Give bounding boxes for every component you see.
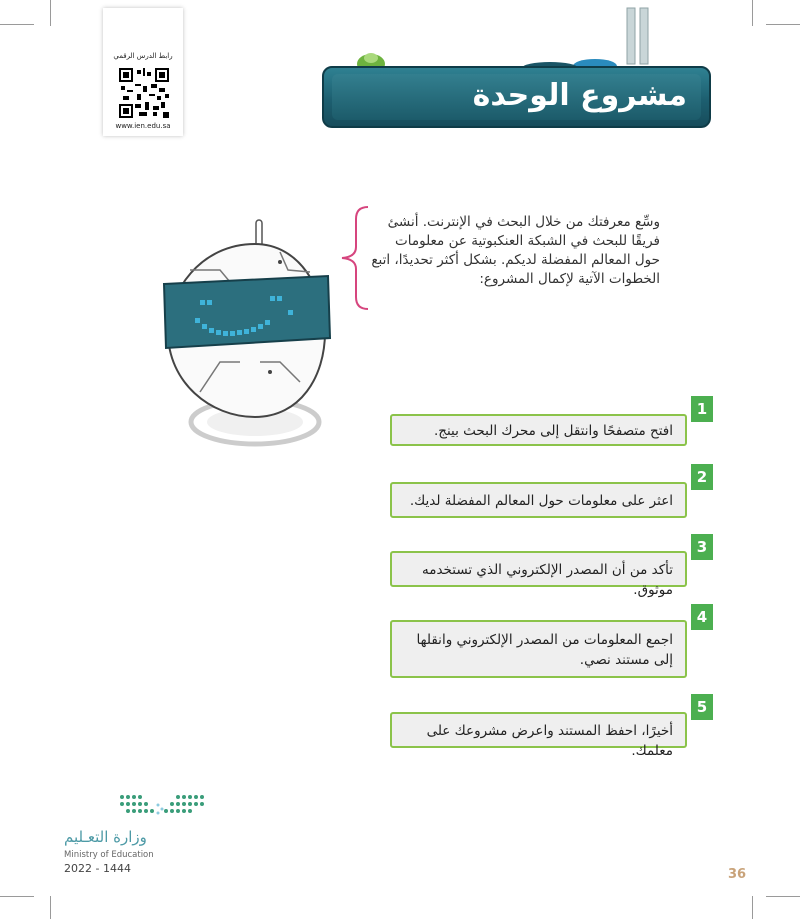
crop-mark bbox=[766, 24, 800, 25]
digital-lesson-card[interactable] bbox=[103, 8, 183, 136]
step-card bbox=[390, 620, 687, 678]
step-card bbox=[390, 482, 687, 518]
qr-code-icon[interactable] bbox=[119, 68, 169, 118]
intro-paragraph: وسِّع معرفتك من خلال البحث في الإنترنت. أنشئ فريقًا للبحث في الشبكة العنكبوتية عن معلومات حول المعالم المفضلة لديكم. بشكل أكثر تحديدًا، اتبع الخطوات الآتية لإكمال المشروع: bbox=[371, 214, 660, 287]
page-title: مشروع الوحدة bbox=[472, 78, 687, 113]
qr-url: www.ien.edu.sa bbox=[115, 122, 171, 130]
brace-icon bbox=[338, 205, 372, 311]
step-text: أخيرًا، احفظ المستند واعرض مشروعك على معلمك. bbox=[426, 723, 673, 759]
crop-mark bbox=[766, 896, 800, 897]
crop-mark bbox=[0, 896, 34, 897]
ministry-name-english: Ministry of Education bbox=[64, 850, 154, 860]
robot-illustration bbox=[160, 212, 340, 462]
crop-mark bbox=[0, 24, 34, 25]
step-number-badge: 1 bbox=[691, 396, 713, 422]
step-text: اجمع المعلومات من المصدر الإلكتروني وانقلها إلى مستند نصي. bbox=[416, 632, 673, 668]
qr-title: رابط الدرس الرقمي bbox=[113, 52, 173, 60]
step-text: افتح متصفحًا وانتقل إلى محرك البحث بينج. bbox=[433, 423, 673, 439]
crop-mark bbox=[50, 0, 51, 26]
step-text: تأكد من أن المصدر الإلكتروني الذي تستخدمه موثوق. bbox=[421, 562, 673, 598]
crop-mark bbox=[50, 896, 51, 919]
step-number-badge: 4 bbox=[691, 604, 713, 630]
step-card bbox=[390, 414, 687, 446]
step-number-badge: 3 bbox=[691, 534, 713, 560]
step-number-badge: 2 bbox=[691, 464, 713, 490]
step-text: اعثر على معلومات حول المعالم المفضلة لديك. bbox=[409, 493, 673, 509]
ministry-logo-icon bbox=[118, 793, 208, 819]
banner-decoration bbox=[340, 0, 680, 72]
step-card bbox=[390, 551, 687, 598]
academic-year: 2022 - 1444 bbox=[64, 862, 131, 875]
ministry-name-arabic: وزارة التعـليم bbox=[64, 828, 147, 846]
page-number: 36 bbox=[728, 867, 747, 882]
step-card bbox=[390, 712, 687, 759]
crop-mark bbox=[752, 896, 753, 919]
crop-mark bbox=[752, 0, 753, 26]
unit-project-banner bbox=[322, 66, 711, 128]
step-number-badge: 5 bbox=[691, 694, 713, 720]
